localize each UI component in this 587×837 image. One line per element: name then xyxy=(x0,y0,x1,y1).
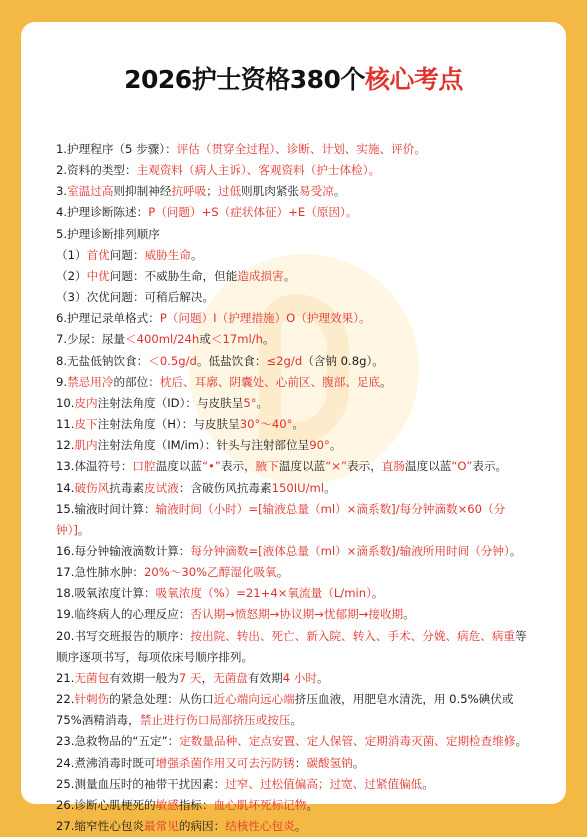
item-text: 或 xyxy=(199,332,211,347)
highlight-text: “•” xyxy=(202,459,221,474)
highlight-text: 20%～30%乙醇湿化吸氧 xyxy=(144,565,277,580)
highlight-text: 按出院、转出、死亡、新入院、转入、手术、分娩、病危、病重 xyxy=(190,628,516,643)
highlight-text: 敏感 xyxy=(155,797,179,812)
highlight-text: 禁忌用冷 xyxy=(67,374,114,389)
highlight-text: ＜400ml/24h xyxy=(125,332,200,347)
item-text: 温度以蓝 xyxy=(278,459,326,474)
item-text: 温度以蓝 xyxy=(155,459,203,474)
highlight-text: 皮试液 xyxy=(144,480,179,495)
highlight-text: “O” xyxy=(451,459,473,474)
list-item xyxy=(56,224,536,245)
item-text: 22. xyxy=(56,692,75,707)
item-text: 。 xyxy=(294,819,307,833)
item-text: 。 xyxy=(403,607,415,622)
item-text: 4.护理诊断陈述： xyxy=(56,205,149,220)
item-text: 有效期 xyxy=(247,670,283,685)
item-text: 10. xyxy=(56,395,75,410)
highlight-text: “×” xyxy=(325,459,347,474)
highlight-text: 吸氧浓度（%）=21+4×氧流量（L/min） xyxy=(155,586,372,601)
item-text: 27.缩窄性心包炎 xyxy=(56,819,145,833)
highlight-text: 室温过高 xyxy=(67,184,114,199)
highlight-text: P（问题）I（护理措施）O（护理效果）。 xyxy=(159,311,371,326)
list-item xyxy=(56,160,536,181)
item-text: 9. xyxy=(56,374,68,389)
highlight-text: 皮下 xyxy=(74,417,98,432)
item-text: 等顺序逐项书写，每项依床号顺序排列。 xyxy=(56,628,527,664)
item-text: 抗毒素 xyxy=(109,480,145,495)
highlight-text: 最常见 xyxy=(144,819,179,833)
item-text: 11. xyxy=(56,417,75,432)
title-highlight: 核心考点 xyxy=(364,65,463,94)
highlight-text: 150IU/ml xyxy=(271,480,325,495)
item-text: （含钠 0.8g）。 xyxy=(302,353,384,368)
list-item xyxy=(56,583,536,604)
highlight-text: ＜17ml/h xyxy=(210,332,264,347)
list-item xyxy=(56,245,536,266)
title-prefix: 2026护士资格380个 xyxy=(124,65,365,94)
highlight-text: 中优 xyxy=(86,268,110,283)
highlight-text: P（问题）+S（症状体征）+E（原因）。 xyxy=(148,205,358,220)
list-item xyxy=(56,689,536,731)
item-text: 15.输液时间计算： xyxy=(56,501,156,516)
highlight-text: ≤2g/d xyxy=(266,353,303,368)
highlight-text: 无菌包 xyxy=(74,670,110,685)
item-text: 2.资料的类型： xyxy=(56,163,137,178)
list-item xyxy=(56,604,536,625)
list-item xyxy=(56,478,536,499)
list-item xyxy=(56,795,536,816)
highlight-text: 主观资料（病人主诉）、客观资料（护士体检）。 xyxy=(136,163,381,178)
highlight-text: 90° xyxy=(309,438,330,453)
list-item xyxy=(56,435,536,456)
item-text: 。 xyxy=(324,480,336,495)
list-item xyxy=(56,202,536,223)
item-text: 。 xyxy=(422,776,434,791)
item-text: 。 xyxy=(256,395,269,410)
item-text: 。 xyxy=(509,543,522,558)
item-text: 。 xyxy=(515,734,528,749)
item-text: 注射法角度（ID）：与皮肤呈 xyxy=(97,395,244,410)
item-text: 则肌肉紧张 xyxy=(241,184,300,199)
item-text: ： xyxy=(294,755,307,770)
item-text: 的部位： xyxy=(113,374,160,389)
item-text: 表示， xyxy=(347,459,382,474)
item-text: 。 xyxy=(316,670,329,685)
item-text: 。 xyxy=(306,797,318,812)
highlight-text: 易受凉 xyxy=(299,184,334,199)
item-text: 24.煮沸消毒时既可 xyxy=(56,755,156,770)
content-card xyxy=(21,22,566,833)
highlight-text: 针刺伤 xyxy=(74,692,110,707)
highlight-text: 定数量品种、定点安置、定人保管、定期消毒灭菌、定期检查维修 xyxy=(179,734,516,749)
item-text: 5.护理诊断排列顺序 xyxy=(56,226,160,241)
item-text: 19.临终病人的心理反应： xyxy=(56,607,191,622)
item-text: 21. xyxy=(56,670,75,685)
item-text: 18.吸氧浓度计算： xyxy=(56,586,156,601)
item-text: 指标： xyxy=(178,797,214,812)
item-text: 注射法角度（H）：与皮肤呈 xyxy=(97,417,240,432)
item-text: 12. xyxy=(56,438,75,453)
list-item xyxy=(56,816,536,837)
item-text: 17.急性肺水肿： xyxy=(56,565,145,580)
item-text: 有效期一般为 xyxy=(109,670,179,685)
item-text: 。 xyxy=(276,565,289,580)
item-text: 23.急救物品的“五定”： xyxy=(56,734,180,749)
item-text: 3. xyxy=(56,184,68,199)
highlight-text: 每分钟滴数=[液体总量（ml）×滴系数]/输液所用时间（分钟） xyxy=(190,543,510,558)
list-item xyxy=(56,626,536,668)
list-item xyxy=(56,139,536,160)
page-title xyxy=(21,60,566,96)
highlight-text: 否认期→愤怒期→协议期→忧郁期→接收期 xyxy=(190,607,404,622)
item-text: （3）次优问题：可稍后解决。 xyxy=(56,290,215,305)
item-text: 。 xyxy=(371,586,384,601)
highlight-text: ＜0.5g/d xyxy=(148,353,197,368)
highlight-text: 抗呼吸 xyxy=(171,184,207,199)
list-item xyxy=(56,329,536,350)
highlight-text: 口腔 xyxy=(132,459,156,474)
highlight-text: 首优 xyxy=(86,247,110,262)
highlight-text: 4 小时 xyxy=(282,670,317,685)
highlight-text: 直肠 xyxy=(381,459,405,474)
item-text: 1.护理程序（5 步骤）： xyxy=(56,142,177,156)
item-text: ； xyxy=(206,184,218,199)
item-text: 则抑制神经 xyxy=(113,184,172,199)
highlight-text: 碳酸氢钠 xyxy=(306,755,353,770)
highlight-text: 破伤风 xyxy=(74,480,110,495)
highlight-text: 血心肌坏死标记物 xyxy=(213,797,307,812)
item-text: 问题： xyxy=(109,247,145,262)
item-text: ， xyxy=(201,670,214,685)
highlight-text: 过低 xyxy=(217,184,242,199)
item-text: （2） xyxy=(56,268,87,283)
item-text: 8.无盐低钠饮食： xyxy=(56,353,149,368)
item-text: 。 xyxy=(333,184,346,199)
highlight-text: 肌内 xyxy=(74,438,98,453)
list-item xyxy=(56,499,536,541)
item-text: 表示。 xyxy=(472,459,508,474)
item-text: 温度以蓝 xyxy=(405,459,452,474)
item-text: 。低盐饮食： xyxy=(196,353,267,368)
item-text: 。 xyxy=(352,755,365,770)
highlight-text: 过窄、过松值偏高；过宽、过紧值偏低 xyxy=(225,776,423,791)
highlight-text: 禁止进行伤口局部挤压或按压 xyxy=(139,713,291,728)
highlight-text: 皮内 xyxy=(74,395,98,410)
highlight-text: 腋下 xyxy=(255,459,279,474)
list-item xyxy=(56,372,536,393)
highlight-text: 无菌盘 xyxy=(213,670,248,685)
highlight-text: 输液时间（小时）=[输液总量（ml）×滴系数]/每分钟滴数×60（分钟）] xyxy=(56,501,506,537)
list-item xyxy=(56,753,536,774)
highlight-text: 结核性心包炎 xyxy=(225,819,295,833)
item-text: 13.体温符号： xyxy=(56,459,133,474)
item-text: 。 xyxy=(77,522,90,537)
list-item xyxy=(56,562,536,583)
highlight-text: 7 天 xyxy=(178,670,202,685)
list-item xyxy=(56,456,536,477)
highlight-text: 威胁生命 xyxy=(144,247,191,262)
item-text: 。 xyxy=(292,417,305,432)
list-item xyxy=(56,731,536,752)
highlight-text: 评估（贯穿全过程）、诊断、计划、实施、评价。 xyxy=(176,142,426,156)
item-text: 25.测量血压时的袖带干扰因素： xyxy=(56,776,226,791)
list-item xyxy=(56,393,536,414)
item-text: 。 xyxy=(283,268,296,283)
highlight-text: 5° xyxy=(243,395,257,410)
item-text: 16.每分钟输液滴数计算： xyxy=(56,543,191,558)
item-text: 。 xyxy=(263,332,275,347)
item-text: 表示， xyxy=(220,459,256,474)
highlight-text: 近心端向远心端 xyxy=(213,692,295,707)
list-item xyxy=(56,266,536,287)
highlight-text: 造成损害 xyxy=(237,268,284,283)
list-item xyxy=(56,541,536,562)
highlight-text: 30°～40° xyxy=(239,417,293,432)
list-item xyxy=(56,414,536,435)
item-text: 的紧急处理：从伤口 xyxy=(109,692,214,707)
list-item xyxy=(56,287,536,308)
item-text: 14. xyxy=(56,480,75,495)
list-item xyxy=(56,774,536,795)
list-item xyxy=(56,308,536,329)
item-text: ：含破伤风抗毒素 xyxy=(178,480,272,495)
item-text: 。 xyxy=(290,713,303,728)
highlight-text: 枕后、耳廓、阴囊处、心前区、腹部、足底 xyxy=(159,374,381,389)
item-text: （1） xyxy=(56,247,87,262)
item-text: 挤压血液，用肥皂水清洗，用 0.5%碘伏或 75%酒精消毒， xyxy=(56,692,514,728)
item-text: 20.书写交班报告的顺序： xyxy=(56,628,191,643)
highlight-text: 增强杀菌作用又可去污防锈 xyxy=(155,755,295,770)
list-item xyxy=(56,668,536,689)
list-item xyxy=(56,351,536,372)
item-text: 。 xyxy=(190,247,203,262)
item-text: 7.少尿：尿量 xyxy=(56,332,126,347)
item-text: 6.护理记录单格式： xyxy=(56,311,160,326)
key-points-list xyxy=(56,139,536,837)
item-text: 问题：不威胁生命，但能 xyxy=(109,268,238,283)
item-text: 的病因： xyxy=(178,819,226,833)
list-item xyxy=(56,181,536,202)
item-text: 26.诊断心肌梗死的 xyxy=(56,797,156,812)
item-text: 注射法角度（IM/im）：针头与注射部位呈 xyxy=(97,438,310,453)
item-text: 。 xyxy=(380,374,392,389)
item-text: 。 xyxy=(329,438,342,453)
